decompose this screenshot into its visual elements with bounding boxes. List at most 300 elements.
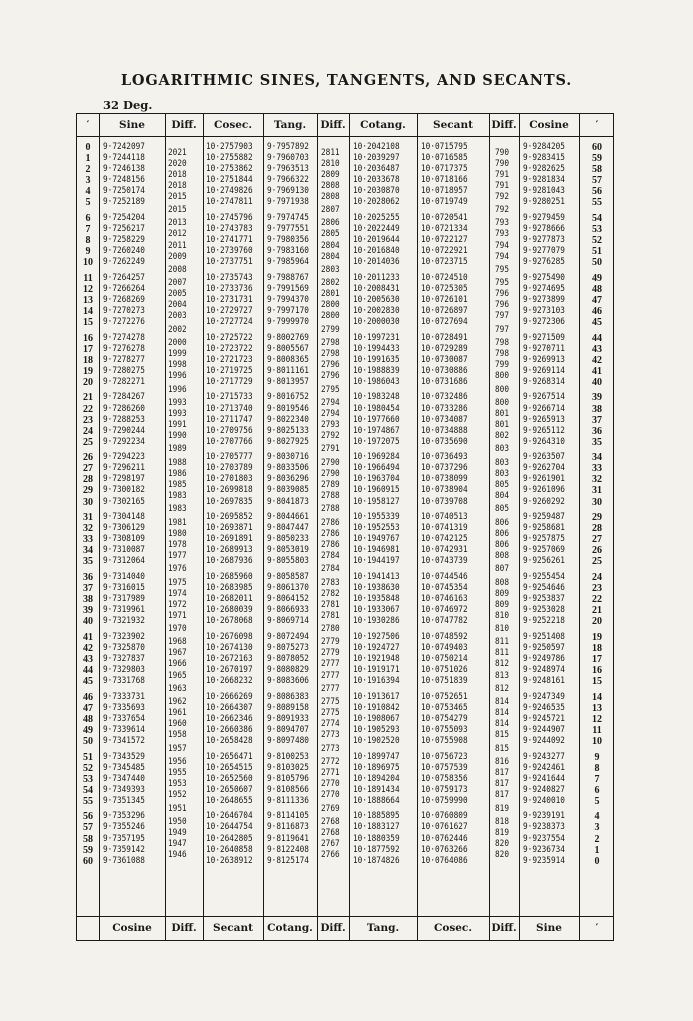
cell-cotang: 10·2030870: [353, 186, 400, 197]
cell-tang: 9·8116873: [267, 822, 309, 833]
cell-tang: 9·8100253: [267, 751, 309, 762]
cell-sine: 9·7310087: [103, 545, 145, 556]
diff-diffs1: 1978: [168, 539, 187, 550]
cell-cosine: 9·9260292: [523, 496, 565, 507]
diff-diffs3: 808: [495, 577, 509, 588]
diff-diffs2: 2786: [321, 539, 340, 550]
cell-secant: 10·0726897: [421, 305, 468, 316]
cell-cosine: 9·9245721: [523, 713, 565, 724]
minute-right: 2: [594, 833, 600, 845]
cell-sine: 9·7327837: [103, 653, 145, 664]
cell-tang: 9·8047447: [267, 523, 309, 534]
cell-cosec: 10·2658428: [206, 735, 253, 746]
diff-diffs2: 2806: [321, 218, 340, 229]
diff-diffs1: 1975: [168, 577, 187, 588]
cell-cosine: 9·9240010: [523, 795, 565, 806]
cell-tang: 9·8119641: [267, 833, 309, 844]
diff-diffs1: 1947: [168, 839, 187, 850]
diff-diffs2: 2789: [321, 479, 340, 490]
cell-cosine: 9·9248161: [523, 676, 565, 687]
minute-left: 50: [83, 735, 93, 747]
diff-diffs1: 1976: [168, 564, 187, 575]
diff-diffs1: 1985: [168, 479, 187, 490]
cell-cosec: 10·2709756: [206, 425, 253, 436]
cell-cosec: 10·2739760: [206, 246, 253, 257]
header-cosec: Cosec.: [213, 119, 252, 131]
minute-left: 44: [83, 665, 93, 676]
cell-secant: 10·0753465: [421, 702, 468, 713]
diff-diffs3: 817: [495, 790, 509, 801]
minute-left: 23: [83, 414, 93, 426]
cell-sine: 9·7246138: [103, 164, 145, 175]
diff-diffs1: 1971: [168, 610, 187, 621]
cell-secant: 10·0755093: [421, 724, 468, 735]
cell-cotang: 10·1908067: [353, 713, 400, 724]
cell-cosec: 10·2676098: [206, 631, 253, 642]
column-rule: [165, 114, 166, 940]
cell-secant: 10·0746163: [421, 594, 468, 605]
cell-cosec: 10·2648655: [206, 795, 253, 806]
minute-left: 7: [85, 223, 91, 235]
diff-diffs1: 1972: [168, 599, 187, 610]
diff-diffs3: 820: [495, 850, 509, 861]
cell-cotang: 10·2036487: [353, 164, 400, 175]
diff-diffs2: 2788: [321, 490, 340, 501]
cell-tang: 9·7997170: [267, 305, 309, 316]
minute-right: 47: [592, 294, 602, 306]
cell-tang: 9·8005567: [267, 343, 309, 354]
diff-diffs2: 2799: [321, 324, 340, 335]
cell-sine: 9·7361088: [103, 855, 145, 866]
cell-cosine: 9·9266714: [523, 403, 565, 414]
cell-sine: 9·7329803: [103, 665, 145, 675]
diff-diffs1: 2002: [168, 324, 187, 335]
diff-diffs2: 2805: [321, 229, 340, 240]
cell-sine: 9·7274278: [103, 332, 145, 343]
cell-cotang: 10·1986043: [353, 376, 400, 387]
cell-cosine: 9·9247349: [523, 691, 565, 702]
cell-cotang: 10·2014036: [353, 257, 400, 268]
diff-diffs3: 809: [495, 588, 509, 599]
cell-cotang: 10·2011233: [353, 272, 400, 283]
cell-tang: 9·8111336: [267, 795, 309, 806]
footer-diff1: Diff.: [171, 922, 197, 934]
minute-left: 56: [83, 811, 93, 823]
cell-cotang: 10·1896975: [353, 762, 400, 773]
minute-right: 24: [592, 572, 602, 583]
cell-secant: 10·0718957: [421, 186, 468, 197]
minute-left: 51: [83, 751, 93, 763]
cell-cotang: 10·1924727: [353, 642, 400, 653]
header-min-left: ′: [86, 119, 90, 131]
cell-secant: 10·0731686: [421, 376, 468, 387]
minute-left: 47: [83, 702, 93, 714]
cell-secant: 10·0756723: [421, 751, 468, 762]
cell-cosec: 10·2711747: [206, 414, 253, 425]
cell-cotang: 10·1949767: [353, 534, 400, 545]
diff-diffs3: 803: [495, 444, 509, 455]
cell-cosec: 10·2753862: [206, 164, 253, 175]
cell-tang: 9·8075273: [267, 642, 309, 653]
cell-secant: 10·0716585: [421, 153, 468, 164]
cell-cotang: 10·1905293: [353, 724, 400, 735]
cell-tang: 9·8089158: [267, 702, 309, 713]
cell-sine: 9·7331768: [103, 676, 145, 687]
cell-secant: 10·0738904: [421, 485, 468, 496]
cell-sine: 9·7286260: [103, 403, 145, 414]
minute-right: 52: [592, 235, 602, 246]
cell-cosine: 9·9249786: [523, 653, 565, 664]
cell-secant: 10·0761627: [421, 822, 468, 833]
diff-diffs2: 2798: [321, 338, 340, 349]
cell-cotang: 10·1946981: [353, 545, 400, 556]
minute-left: 37: [83, 583, 93, 595]
cell-secant: 10·0757539: [421, 762, 468, 773]
cell-cotang: 10·1983248: [353, 392, 400, 403]
cell-cotang: 10·2005630: [353, 294, 400, 305]
cell-cosine: 9·9279459: [523, 212, 565, 223]
cell-secant: 10·0730087: [421, 354, 468, 365]
minute-left: 58: [83, 833, 93, 845]
cell-secant: 10·0729289: [421, 343, 468, 354]
cell-cosec: 10·2662346: [206, 713, 253, 724]
cell-cosine: 9·9248974: [523, 665, 565, 675]
cell-cotang: 10·1919171: [353, 665, 400, 675]
minute-left: 3: [85, 175, 91, 187]
minute-left: 41: [83, 631, 93, 643]
minute-right: 38: [592, 403, 602, 415]
minute-left: 52: [83, 762, 93, 774]
cell-cosec: 10·2743783: [206, 223, 253, 234]
cell-secant: 10·0744546: [421, 572, 468, 582]
diff-diffs1: 2008: [168, 264, 187, 275]
cell-cosec: 10·2713740: [206, 403, 253, 414]
cell-cosine: 9·9264310: [523, 436, 565, 447]
diff-diffs3: 799: [495, 360, 509, 371]
cell-secant: 10·0732486: [421, 392, 468, 403]
minute-left: 21: [83, 392, 93, 404]
minute-left: 54: [83, 784, 93, 796]
cell-cosine: 9·9242461: [523, 762, 565, 773]
cell-sine: 9·7266264: [103, 283, 145, 294]
cell-cosec: 10·2703789: [206, 463, 253, 474]
diff-diffs1: 2013: [168, 218, 187, 229]
cell-sine: 9·7290244: [103, 425, 145, 436]
cell-tang: 9·8105796: [267, 773, 309, 784]
diff-diffs3: 811: [495, 648, 509, 659]
cell-secant: 10·0741319: [421, 523, 468, 534]
minute-left: 16: [83, 332, 93, 344]
diff-diffs2: 2794: [321, 409, 340, 420]
column-rule: [489, 114, 490, 940]
cell-cosine: 9·9272306: [523, 316, 565, 327]
cell-cosec: 10·2666269: [206, 691, 253, 702]
diff-diffs2: 2773: [321, 730, 340, 741]
diff-diffs1: 1966: [168, 659, 187, 670]
cell-sine: 9·7296211: [103, 463, 145, 474]
diff-diffs2: 2790: [321, 468, 340, 479]
cell-cosec: 10·2733736: [206, 283, 253, 294]
cell-cosine: 9·9244092: [523, 735, 565, 746]
cell-cosec: 10·2735743: [206, 272, 253, 283]
diff-diffs3: 800: [495, 371, 509, 382]
cell-cosec: 10·2670197: [206, 665, 253, 675]
diff-diffs3: 814: [495, 719, 509, 730]
cell-sine: 9·7298197: [103, 474, 145, 485]
diff-diffs3: 811: [495, 637, 509, 648]
diff-diffs1: 1993: [168, 397, 187, 408]
cell-cosine: 9·9253837: [523, 594, 565, 605]
minute-left: 35: [83, 556, 93, 568]
diff-diffs1: 1999: [168, 349, 187, 360]
diff-diffs3: 805: [495, 479, 509, 490]
diff-diffs2: 2792: [321, 431, 340, 442]
diff-diffs1: 1968: [168, 637, 187, 648]
cell-cotang: 10·1972075: [353, 436, 400, 447]
cell-cotang: 10·1885895: [353, 811, 400, 822]
cell-cosec: 10·2751844: [206, 175, 253, 186]
cell-tang: 9·7963513: [267, 164, 309, 175]
cell-cotang: 10·1944197: [353, 556, 400, 567]
cell-tang: 9·8055803: [267, 556, 309, 567]
cell-tang: 9·8094707: [267, 724, 309, 735]
cell-secant: 10·0759173: [421, 784, 468, 795]
cell-cosec: 10·2707766: [206, 436, 253, 447]
minute-left: 32: [83, 523, 93, 535]
cell-sine: 9·7270273: [103, 305, 145, 316]
minute-left: 31: [83, 512, 93, 524]
cell-cosine: 9·9273899: [523, 294, 565, 305]
cell-secant: 10·0749403: [421, 642, 468, 653]
cell-cotang: 10·1991635: [353, 354, 400, 365]
diff-diffs1: 1993: [168, 409, 187, 420]
cell-cosine: 9·9277873: [523, 235, 565, 245]
diff-diffs3: 791: [495, 180, 509, 191]
minute-right: 9: [594, 751, 600, 763]
diff-diffs2: 2788: [321, 504, 340, 515]
minute-left: 27: [83, 463, 93, 475]
cell-tang: 9·8050233: [267, 534, 309, 545]
cell-secant: 10·0764086: [421, 855, 468, 866]
minute-right: 36: [592, 425, 602, 437]
diff-diffs3: 814: [495, 708, 509, 719]
cell-secant: 10·0750214: [421, 653, 468, 664]
cell-cosec: 10·2741771: [206, 235, 253, 245]
cell-cosec: 10·2729727: [206, 305, 253, 316]
minute-left: 4: [85, 186, 91, 198]
cell-tang: 9·8030716: [267, 452, 309, 463]
diff-diffs2: 2779: [321, 648, 340, 659]
diff-diffs2: 2798: [321, 349, 340, 360]
minute-right: 41: [592, 365, 602, 377]
cell-cosine: 9·9236734: [523, 844, 565, 855]
cell-cotang: 10·1899747: [353, 751, 400, 762]
cell-cosec: 10·2674130: [206, 642, 253, 653]
cell-cotang: 10·1935848: [353, 594, 400, 605]
cell-sine: 9·7312064: [103, 556, 145, 567]
cell-secant: 10·0752651: [421, 691, 468, 702]
cell-sine: 9·7248156: [103, 175, 145, 186]
minute-right: 46: [592, 305, 602, 317]
cell-cosine: 9·9262704: [523, 463, 565, 474]
header-min-right: ′: [595, 119, 599, 131]
minute-right: 40: [592, 376, 602, 388]
minute-left: 2: [85, 164, 91, 176]
diff-diffs3: 792: [495, 205, 509, 216]
cell-cotang: 10·2016840: [353, 246, 400, 257]
diff-diffs1: 2007: [168, 278, 187, 289]
minute-left: 22: [83, 403, 93, 415]
cell-tang: 9·7977551: [267, 223, 309, 234]
cell-sine: 9·7304148: [103, 512, 145, 523]
diff-diffs1: 1952: [168, 790, 187, 801]
diff-diffs3: 800: [495, 384, 509, 395]
minute-left: 40: [83, 616, 93, 628]
cell-tang: 9·8091933: [267, 713, 309, 724]
cell-cosine: 9·9259487: [523, 512, 565, 523]
header-secant: Secant: [433, 119, 473, 131]
column-rule: [417, 114, 418, 940]
cell-tang: 9·7999970: [267, 316, 309, 327]
cell-cosec: 10·2731731: [206, 294, 253, 305]
diff-diffs3: 808: [495, 550, 509, 561]
cell-tang: 9·7969130: [267, 186, 309, 197]
minute-right: 0: [594, 855, 600, 867]
cell-sine: 9·7337654: [103, 713, 145, 724]
cell-tang: 9·7966322: [267, 175, 309, 186]
cell-tang: 9·8044661: [267, 512, 309, 523]
cell-cosec: 10·2749826: [206, 186, 253, 197]
cell-secant: 10·0745354: [421, 583, 468, 594]
cell-cosine: 9·9269913: [523, 354, 565, 365]
cell-sine: 9·7321932: [103, 616, 145, 627]
diff-diffs2: 2775: [321, 697, 340, 708]
header-cosine: Cosine: [529, 119, 569, 131]
cell-sine: 9·7308109: [103, 534, 145, 545]
cell-cotang: 10·1963704: [353, 474, 400, 485]
diff-diffs3: 801: [495, 409, 509, 420]
diff-diffs3: 798: [495, 338, 509, 349]
cell-cotang: 10·1960915: [353, 485, 400, 496]
cell-cotang: 10·1974867: [353, 425, 400, 436]
diff-diffs2: 2766: [321, 850, 340, 861]
minute-left: 45: [83, 676, 93, 688]
cell-cotang: 10·1916394: [353, 676, 400, 687]
minute-right: 28: [592, 523, 602, 535]
minute-right: 58: [592, 164, 602, 176]
diff-diffs3: 793: [495, 229, 509, 240]
diff-diffs3: 797: [495, 324, 509, 335]
cell-sine: 9·7242097: [103, 142, 145, 152]
minute-left: 5: [85, 197, 91, 209]
minute-right: 57: [592, 175, 602, 187]
diff-diffs2: 2810: [321, 158, 340, 169]
minute-right: 17: [592, 653, 602, 665]
diff-diffs2: 2769: [321, 803, 340, 814]
row-rule: [77, 916, 613, 917]
cell-cotang: 10·1888664: [353, 795, 400, 806]
cell-tang: 9·8066933: [267, 605, 309, 616]
diff-diffs1: 2015: [168, 191, 187, 202]
diff-diffs2: 2793: [321, 420, 340, 431]
cell-secant: 10·0747782: [421, 616, 468, 627]
minute-left: 10: [83, 257, 93, 269]
minute-right: 43: [592, 343, 602, 355]
diff-diffs1: 1983: [168, 504, 187, 515]
cell-cosine: 9·9251408: [523, 631, 565, 642]
cell-cotang: 10·1958127: [353, 496, 400, 507]
minute-right: 35: [592, 436, 602, 448]
cell-cosec: 10·2668232: [206, 676, 253, 687]
diff-diffs3: 815: [495, 730, 509, 741]
minute-right: 23: [592, 583, 602, 595]
cell-cosec: 10·2719725: [206, 365, 253, 376]
cell-cosec: 10·2755882: [206, 153, 253, 164]
cell-cosine: 9·9273103: [523, 305, 565, 316]
cell-secant: 10·0737296: [421, 463, 468, 474]
diff-diffs3: 794: [495, 240, 509, 251]
cell-tang: 9·7985964: [267, 257, 309, 268]
cell-sine: 9·7302165: [103, 496, 145, 507]
cell-secant: 10·0742125: [421, 534, 468, 545]
minute-right: 20: [592, 616, 602, 628]
cell-secant: 10·0721334: [421, 223, 468, 234]
cell-cotang: 10·1930286: [353, 616, 400, 627]
cell-cosine: 9·9244907: [523, 724, 565, 735]
cell-tang: 9·7988767: [267, 272, 309, 283]
cell-secant: 10·0742931: [421, 545, 468, 556]
cell-cosine: 9·9268314: [523, 376, 565, 387]
footer-min-right: ′: [595, 922, 599, 934]
diff-diffs1: 1951: [168, 803, 187, 814]
cell-sine: 9·7323902: [103, 631, 145, 642]
cell-cosec: 10·2737751: [206, 257, 253, 268]
cell-cosec: 10·2682011: [206, 594, 253, 605]
minute-left: 12: [83, 283, 93, 295]
cell-secant: 10·0762446: [421, 833, 468, 844]
cell-cosine: 9·9277079: [523, 246, 565, 257]
cell-cotang: 10·1874826: [353, 855, 400, 866]
cell-sine: 9·7345485: [103, 762, 145, 773]
diff-diffs3: 796: [495, 300, 509, 311]
cell-tang: 9·8053019: [267, 545, 309, 556]
diff-diffs1: 1949: [168, 827, 187, 838]
cell-sine: 9·7280275: [103, 365, 145, 376]
diff-diffs2: 2796: [321, 371, 340, 382]
cell-tang: 9·8008365: [267, 354, 309, 365]
cell-cosine: 9·9255454: [523, 572, 565, 582]
diff-diffs1: 1981: [168, 517, 187, 528]
diff-diffs3: 815: [495, 743, 509, 754]
cell-cosine: 9·9284205: [523, 142, 565, 152]
cell-sine: 9·7343529: [103, 751, 145, 762]
minute-right: 5: [594, 795, 600, 807]
minute-right: 50: [592, 257, 602, 269]
cell-cosine: 9·9258681: [523, 523, 565, 534]
cell-secant: 10·0743739: [421, 556, 468, 567]
diff-diffs2: 2773: [321, 743, 340, 754]
cell-sine: 9·7355246: [103, 822, 145, 833]
cell-secant: 10·0735690: [421, 436, 468, 447]
cell-cotang: 10·2042108: [353, 142, 400, 152]
cell-tang: 9·8033506: [267, 463, 309, 474]
minute-left: 46: [83, 691, 93, 703]
diff-diffs2: 2795: [321, 384, 340, 395]
minute-left: 55: [83, 795, 93, 807]
cell-cotang: 10·1894204: [353, 773, 400, 784]
cell-secant: 10·0725305: [421, 283, 468, 294]
minute-left: 19: [83, 365, 93, 377]
